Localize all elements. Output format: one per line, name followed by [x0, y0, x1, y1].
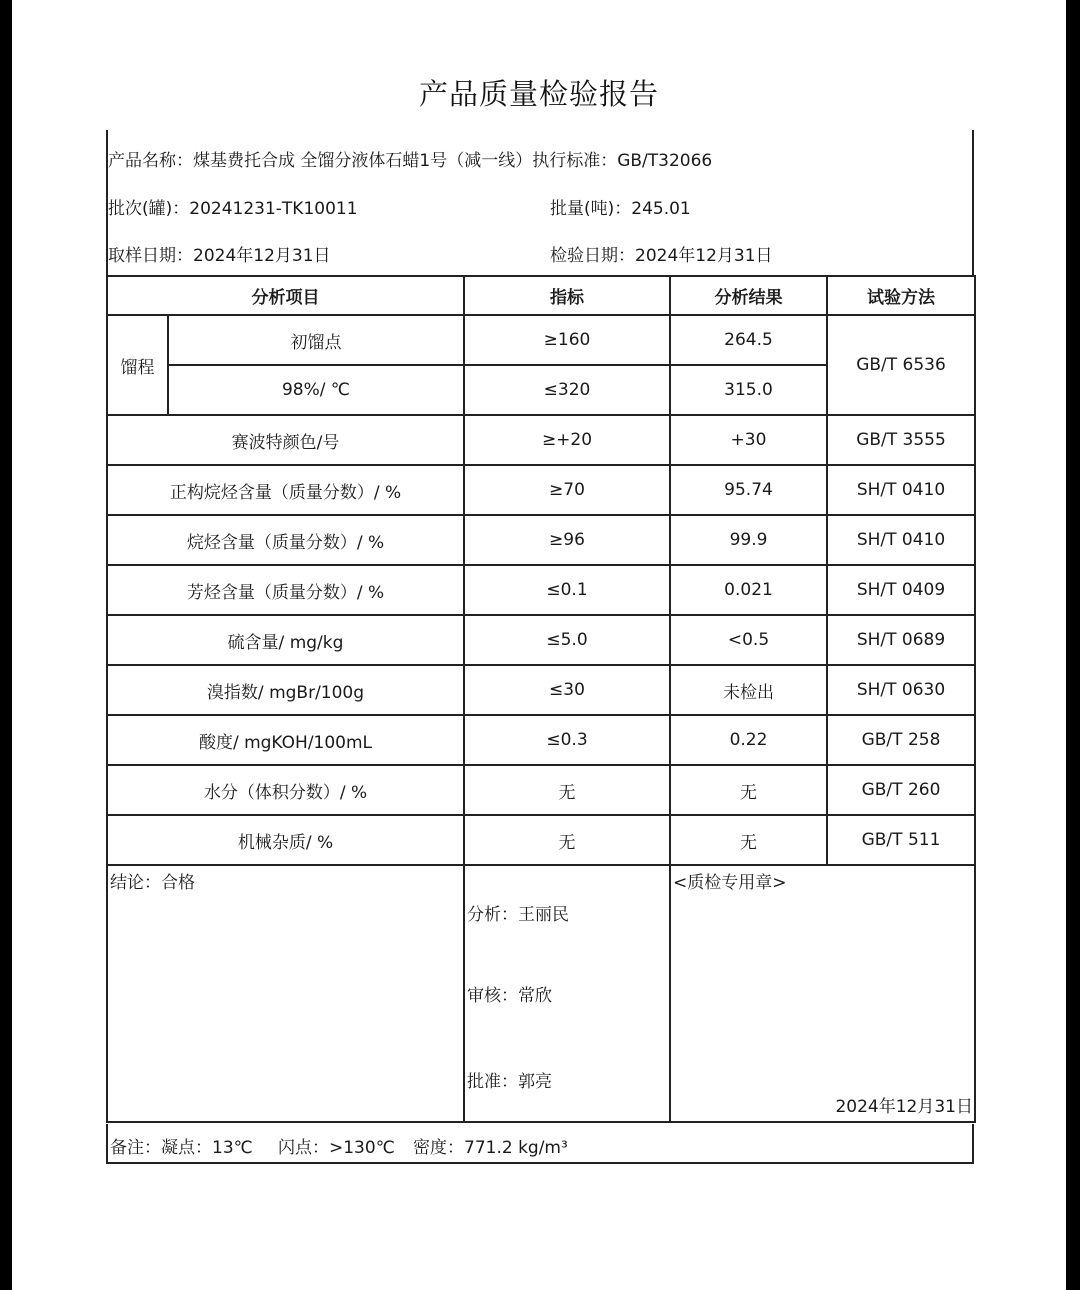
reviewer-signature: 审核：常欣 [467, 986, 552, 1006]
row-item: 机械杂质/ % [107, 815, 464, 865]
stamp-label: <质检专用章> [673, 873, 787, 893]
table-row [107, 465, 975, 515]
row-item: 正构烷烃含量（质量分数）/ % [107, 465, 464, 515]
row-method: GB/T 260 [827, 765, 975, 815]
row-result: +30 [670, 415, 827, 465]
row-method: GB/T 6536 [827, 315, 975, 415]
row-spec: 无 [464, 815, 670, 865]
analysis-table [106, 275, 976, 1123]
signatures-cell [464, 865, 670, 1122]
row-item: 赛波特颜色/号 [107, 415, 464, 465]
row-item: 水分（体积分数）/ % [107, 765, 464, 815]
row-result: 无 [670, 815, 827, 865]
header-result: 分析结果 [670, 276, 827, 315]
conclusion-text: 结论：合格 [110, 873, 195, 893]
table-row [107, 565, 975, 615]
row-item: 烷烃含量（质量分数）/ % [107, 515, 464, 565]
stamp-cell [670, 865, 975, 1122]
row-spec: ≥70 [464, 465, 670, 515]
row-spec: ≥96 [464, 515, 670, 565]
row-result: 0.22 [670, 715, 827, 765]
remark-pour-point: 备注：凝点：13℃ [110, 1138, 253, 1158]
header-item: 分析项目 [107, 276, 464, 315]
analyst-signature: 分析：王丽民 [467, 905, 569, 925]
conclusion-row [107, 865, 975, 1122]
row-method: SH/T 0630 [827, 665, 975, 715]
remarks-row [106, 1124, 974, 1164]
row-result: 0.021 [670, 565, 827, 615]
row-method: GB/T 258 [827, 715, 975, 765]
row-spec: ≥+20 [464, 415, 670, 465]
row-item: 酸度/ mgKOH/100mL [107, 715, 464, 765]
report-title: 产品质量检验报告 [418, 77, 659, 111]
approver-signature: 批准：郭亮 [467, 1072, 552, 1092]
row-item: 98%/ ℃ [168, 365, 464, 415]
row-item: 初馏点 [168, 315, 464, 365]
row-result: 未检出 [670, 665, 827, 715]
row-method: GB/T 511 [827, 815, 975, 865]
row-spec: ≤5.0 [464, 615, 670, 665]
row-result: 315.0 [670, 365, 827, 415]
row-spec: ≥160 [464, 315, 670, 365]
row-method: SH/T 0689 [827, 615, 975, 665]
batch-quantity: 批量(吨)：245.01 [550, 199, 691, 219]
row-result: 264.5 [670, 315, 827, 365]
row-method: SH/T 0410 [827, 465, 975, 515]
table-row [107, 315, 975, 365]
table-row [107, 415, 975, 465]
stamp-date: 2024年12月31日 [835, 1097, 973, 1117]
sample-date: 取样日期：2024年12月31日 [108, 246, 331, 266]
remark-density: 密度：771.2 kg/m³ [413, 1138, 568, 1158]
row-spec: ≤0.3 [464, 715, 670, 765]
product-name: 产品名称：煤基费托合成 全馏分液体石蜡1号（减一线）执行标准：GB/T32066 [108, 151, 713, 171]
row-spec: 无 [464, 765, 670, 815]
table-header-row [107, 276, 975, 315]
row-result: 无 [670, 765, 827, 815]
row-method: SH/T 0410 [827, 515, 975, 565]
row-spec: ≤0.1 [464, 565, 670, 615]
row-spec: ≤30 [464, 665, 670, 715]
row-method: SH/T 0409 [827, 565, 975, 615]
row-result: <0.5 [670, 615, 827, 665]
distillation-group-label: 馏程 [107, 315, 168, 415]
row-method: GB/T 3555 [827, 415, 975, 465]
row-result: 95.74 [670, 465, 827, 515]
report-frame [106, 130, 974, 1166]
table-row [107, 515, 975, 565]
table-row [107, 615, 975, 665]
row-item: 硫含量/ mg/kg [107, 615, 464, 665]
batch-number: 批次(罐)：20241231-TK10011 [108, 199, 358, 219]
row-result: 99.9 [670, 515, 827, 565]
row-spec: ≤320 [464, 365, 670, 415]
table-row [107, 815, 975, 865]
report-page [12, 0, 1066, 1290]
header-spec: 指标 [464, 276, 670, 315]
conclusion-cell [107, 865, 464, 1122]
header-method: 试验方法 [827, 276, 975, 315]
table-row [107, 765, 975, 815]
row-item: 芳烃含量（质量分数）/ % [107, 565, 464, 615]
remark-flash-point: 闪点：>130℃ [278, 1138, 395, 1158]
test-date: 检验日期：2024年12月31日 [550, 246, 773, 266]
table-row [107, 665, 975, 715]
table-row [107, 715, 975, 765]
row-item: 溴指数/ mgBr/100g [107, 665, 464, 715]
